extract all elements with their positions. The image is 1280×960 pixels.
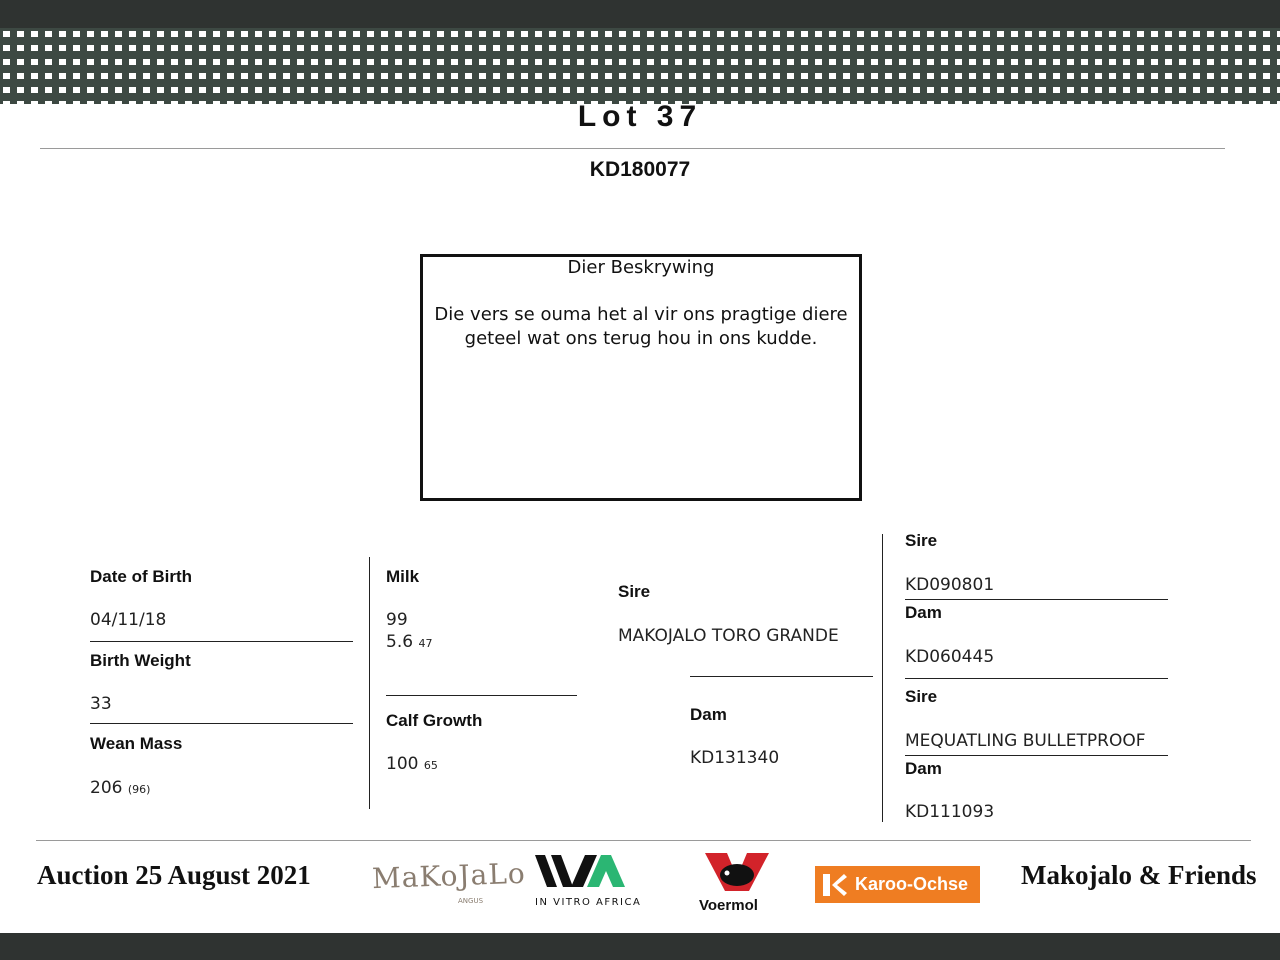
sire-label: Sire [618, 582, 651, 601]
dam-sire-name: MEQUATLING BULLETPROOF [905, 731, 1146, 751]
divider [905, 678, 1168, 679]
divider [386, 695, 577, 696]
karoo-k-icon [823, 874, 847, 896]
sire-name: MAKOJALO TORO GRANDE [618, 626, 839, 646]
calf-growth-label: Calf Growth [386, 711, 483, 730]
milk-second-number: 5.6 [386, 632, 414, 652]
sire-sire-id: KD090801 [905, 575, 995, 595]
sire-sire-label: Sire [905, 531, 938, 550]
animal-id: KD180077 [589, 158, 691, 181]
divider [90, 641, 353, 642]
lot-title: Lot 37 [577, 100, 703, 133]
voermol-mark [697, 851, 777, 895]
milk-label: Milk [386, 567, 420, 586]
ivf-mark [535, 853, 630, 893]
in-vitro-africa-logo: IN VITRO AFRICA [535, 853, 630, 913]
wean-mass-label: Wean Mass [90, 734, 183, 753]
calf-growth-number: 100 [386, 754, 419, 774]
date-of-birth-label: Date of Birth [90, 567, 192, 586]
divider [690, 676, 873, 677]
milk-value: 99 [386, 610, 408, 630]
dam-sire-label: Sire [905, 687, 938, 706]
description-text: Die vers se ouma het al vir ons pragtige diere geteel wat ons terug hou in ons kudde. [434, 304, 848, 349]
divider [40, 148, 1225, 149]
divider [90, 723, 353, 724]
column-divider [369, 557, 370, 809]
description-title: Dier Beskrywing [567, 257, 715, 278]
dam-id: KD131340 [690, 748, 780, 768]
calf-growth-sub: 65 [423, 759, 438, 772]
auction-date: Auction 25 August 2021 [37, 860, 311, 890]
checker-pattern [0, 28, 1280, 104]
voermol-logo: Voermol [697, 851, 777, 913]
dam-dam-id: KD111093 [905, 802, 995, 822]
sire-dam-label: Dam [905, 603, 942, 622]
brand-name: Makojalo & Friends [1021, 860, 1257, 890]
calf-growth-value [386, 754, 438, 774]
birth-weight-label: Birth Weight [90, 651, 191, 670]
dam-label: Dam [690, 705, 727, 724]
karoo-ochse-logo: Karoo-Ochse [815, 866, 980, 903]
wean-mass-number: 206 [90, 778, 123, 798]
birth-weight-value: 33 [90, 694, 112, 714]
makojalo-logo: MaKoJaLo ANGUS [371, 856, 527, 905]
milk-second-sub: 47 [418, 637, 433, 650]
divider [905, 599, 1168, 600]
divider [905, 755, 1168, 756]
top-pattern-band [0, 0, 1280, 104]
description-box [420, 254, 862, 501]
wean-mass-value [90, 778, 150, 798]
column-divider [882, 534, 883, 822]
divider [36, 840, 1251, 841]
wean-mass-index: (96) [127, 783, 151, 796]
bottom-band [0, 933, 1280, 960]
sire-dam-id: KD060445 [905, 647, 995, 667]
milk-second-value [386, 632, 432, 652]
date-of-birth-value: 04/11/18 [90, 610, 167, 630]
dam-dam-label: Dam [905, 759, 942, 778]
